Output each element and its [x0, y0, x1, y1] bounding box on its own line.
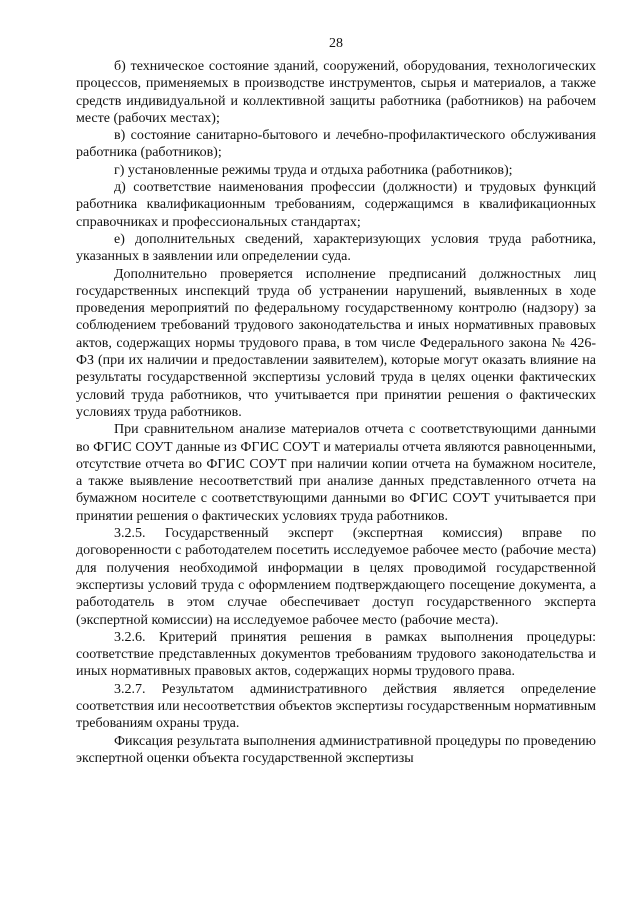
- paragraph-item-e: е) дополнительных сведений, характеризующих условия труда работника, указанных в заявлении или определении суда.: [76, 231, 596, 265]
- paragraph-item-v: в) состояние санитарно-бытового и лечебно-профилактического обслуживания работника (работников);: [76, 128, 596, 161]
- document-body: [76, 58, 596, 767]
- paragraph-additional-check: Дополнительно проверяется исполнение предписаний должностных лиц государственных инспекций труда об устранении нарушений, выявленных в ходе проведения мероприятий по федеральному государственному контролю (надзору) за соблюдением требований трудового законодательства и иных нормативных правовых актов, содержащих нормы трудового права, в том числе Федерального закона № 426-ФЗ (при их наличии и предоставлении заявителем), которые могут оказать влияние на результаты государственной экспертизы условий труда в целях оценки фактических условий труда работников, что учитывается при принятии решения о фактических условиях труда работников.: [76, 266, 596, 420]
- paragraph-comparative-analysis: При сравнительном анализе материалов отчета с соответствующими данными во ФГИС СОУТ данные из ФГИС СОУТ и материалы отчета являются равноценными, отсутствие отчета во ФГИС СОУТ при наличии копии отчета на бумажном носителе, а также выявление несоответствий при анализе данных представленного отчета на бумажном носителе с соответствующими данными во ФГИС СОУТ учитывается при принятии решения о фактических условиях труда работников.: [76, 422, 596, 524]
- paragraph-3-2-6: 3.2.6. Критерий принятия решения в рамках выполнения процедуры: соответствие представленных документов требованиям трудового законодательства и иных нормативных правовых актов, содержащих нормы трудового права.: [76, 629, 596, 680]
- page-number: 28: [329, 36, 343, 51]
- paragraph-item-g: г) установленные режимы труда и отдыха работника (работников);: [114, 162, 513, 178]
- paragraph-item-d: д) соответствие наименования профессии (должности) и трудовых функций работника квалификационным требованиям, содержащимся в квалификационных справочниках и профессиональных стандартах;: [76, 180, 596, 230]
- paragraph-3-2-5: 3.2.5. Государственный эксперт (экспертная комиссия) вправе по договоренности с работодателем посетить исследуемое рабочее место (рабочие места) для получения необходимой информации в целях проводимой государственной экспертизы условий труда с оформлением подтверждающего посещение документа, а работодатель в этом случае обеспечивает доступ государственного эксперта (экспертной комиссии) на исследуемое рабочее место (рабочие места).: [76, 526, 596, 628]
- paragraph-item-b: б) техническое состояние зданий, сооружений, оборудования, технологических процессов, применяемых в производстве инструментов, сырья и материалов, а также средств индивидуальной и коллективной защиты работника (работников) на рабочем месте (рабочих местах);: [76, 59, 596, 126]
- paragraph-3-2-7: 3.2.7. Результатом административного действия является определение соответствия или несоответствия объектов экспертизы государственным нормативным требованиям охраны труда.: [76, 681, 596, 732]
- paragraph-fixation: Фиксация результата выполнения административной процедуры по проведению экспертной оценки объекта государственной экспертизы: [76, 733, 596, 766]
